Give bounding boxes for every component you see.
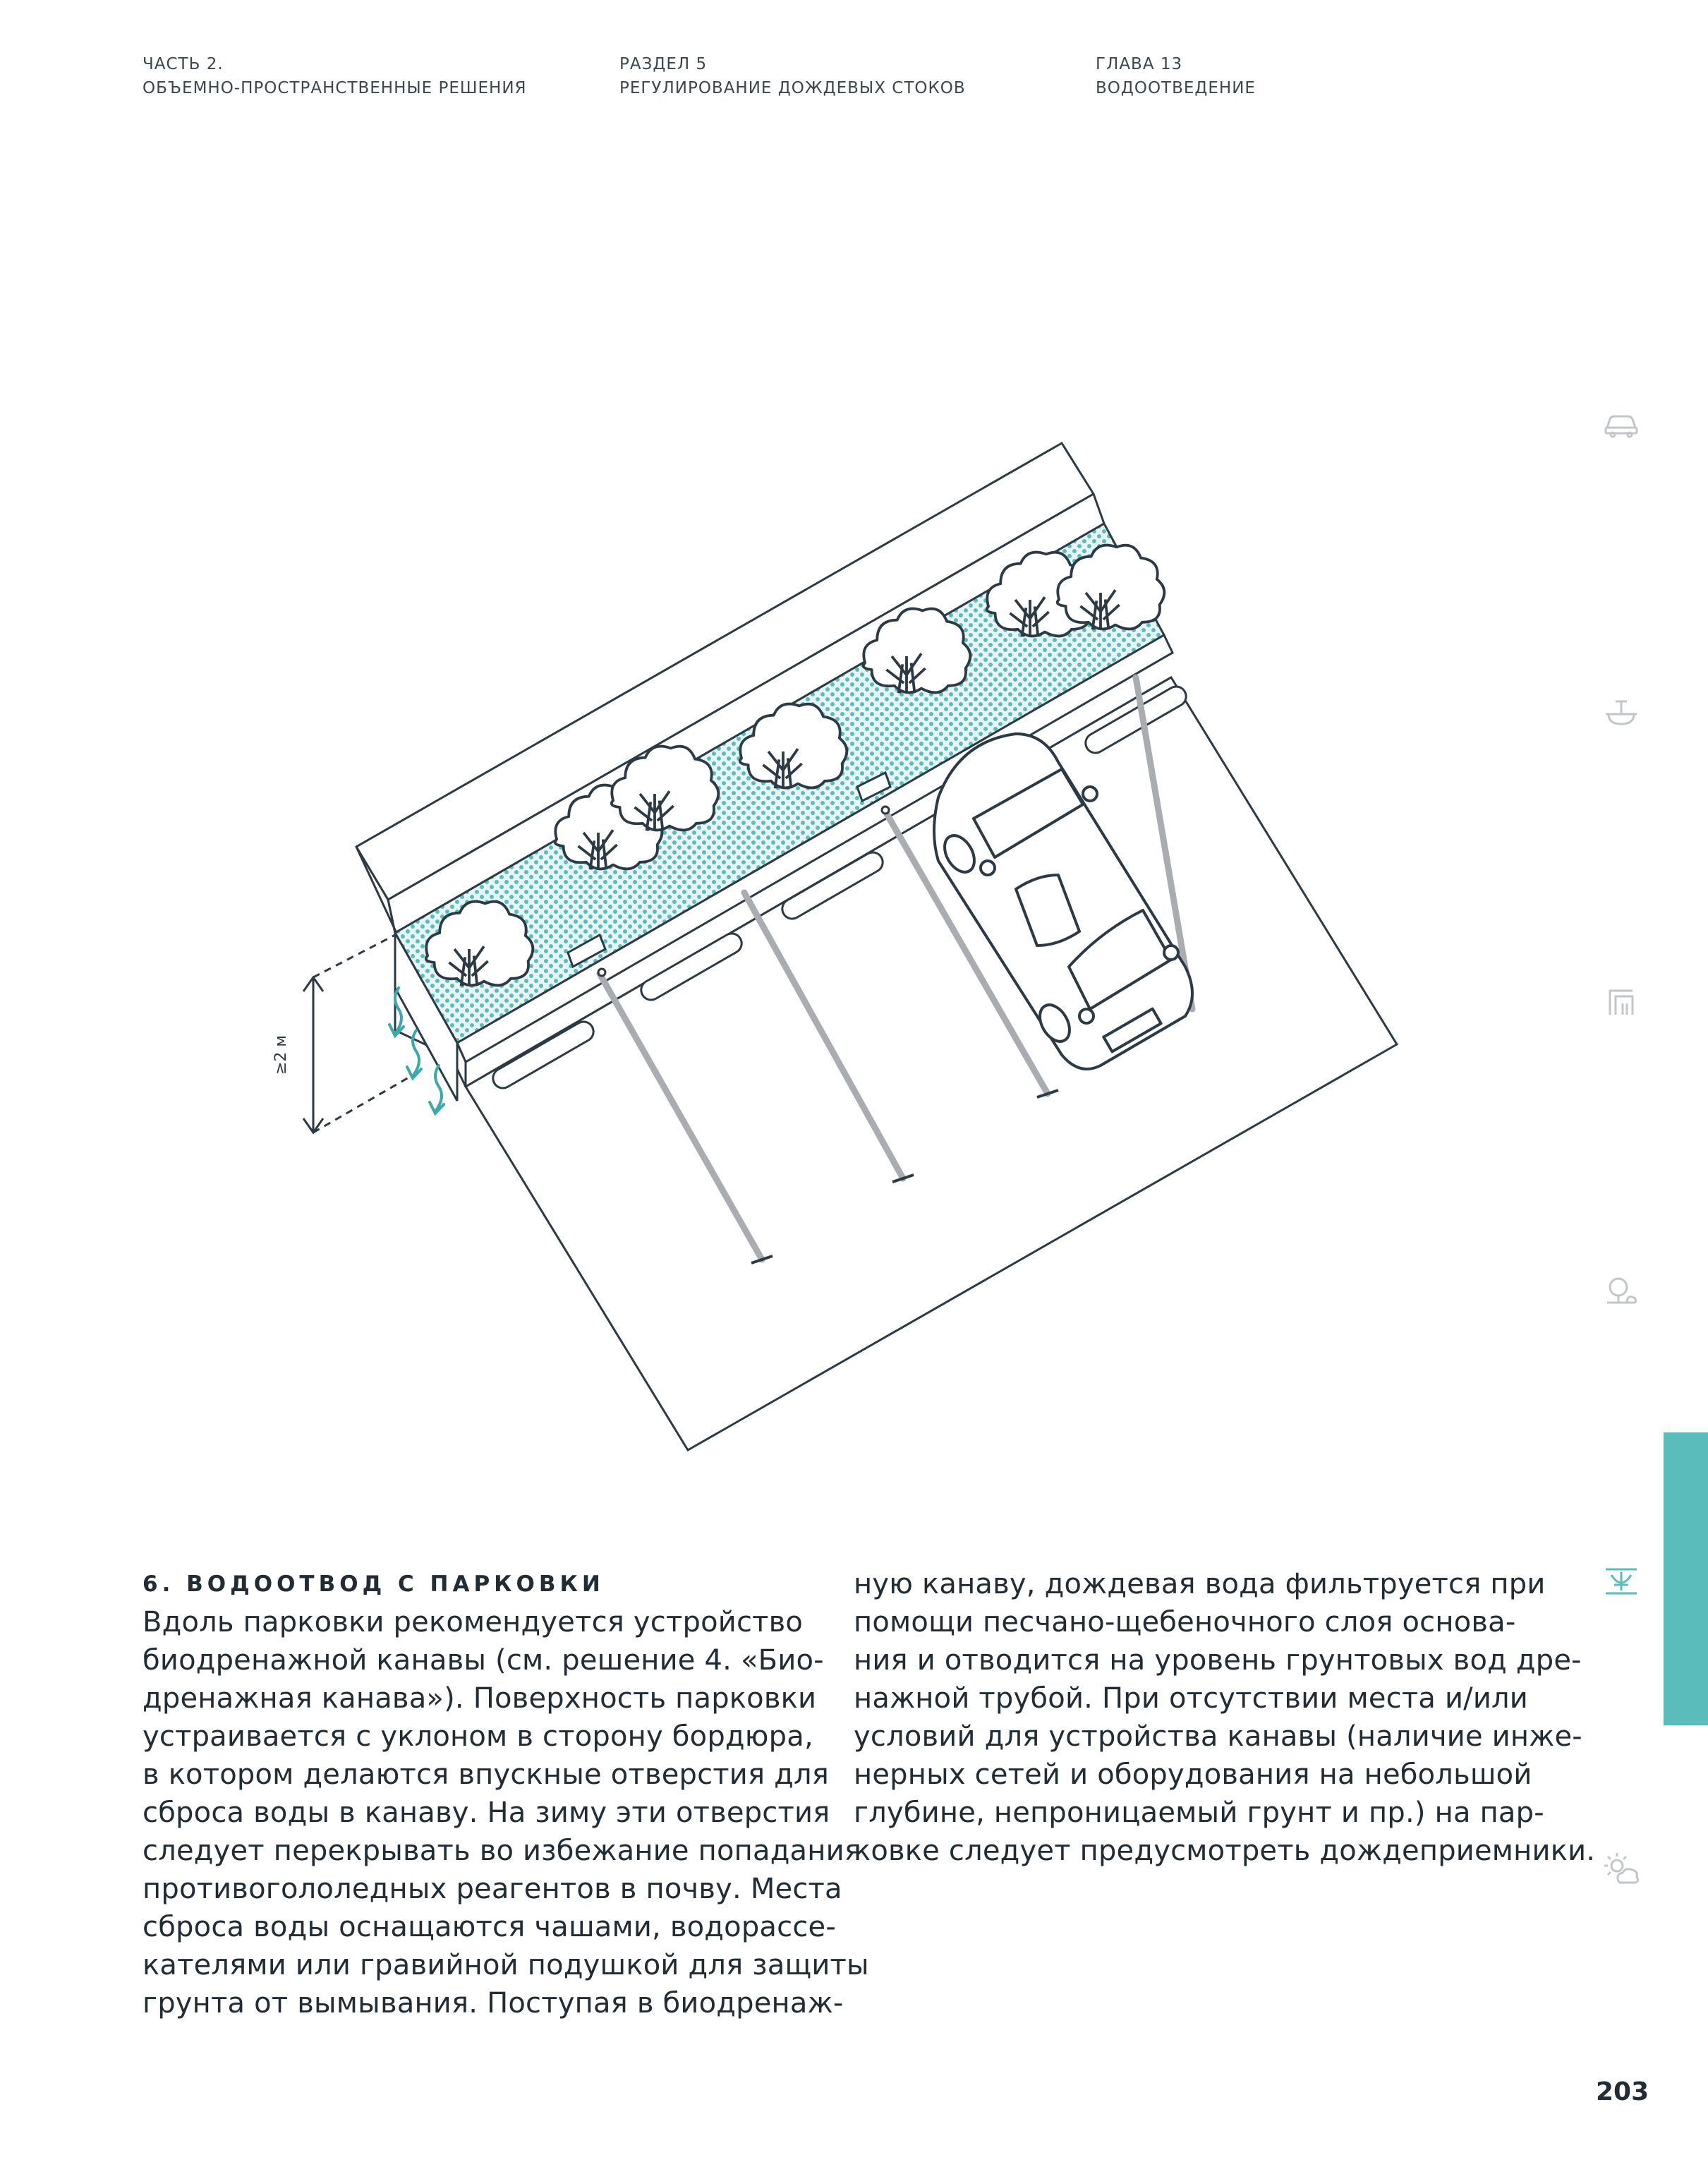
drainage-icon[interactable]: [1600, 1559, 1642, 1602]
header-part-label: ЧАСТЬ 2.: [143, 55, 224, 73]
article-left-column: [143, 1565, 869, 2022]
text-line: ния и отводится на уровень грунтовых вод дре-: [854, 1644, 1582, 1677]
header-section-title: РЕГУЛИРОВАНИЕ ДОЖДЕВЫХ СТОКОВ: [619, 79, 966, 97]
header-chapter-title: ВОДООТВЕДЕНИЕ: [1096, 79, 1256, 97]
car-icon[interactable]: [1600, 402, 1642, 445]
sun-cloud-icon[interactable]: [1600, 1849, 1642, 1891]
text-line: глубине, непроницаемый грунт и пр.) на пар-: [854, 1797, 1544, 1829]
text-line: биодренажной канавы (см. решение 4. «Био-: [143, 1644, 824, 1677]
header-section-label: РАЗДЕЛ 5: [619, 55, 708, 73]
active-chapter-tab[interactable]: [1664, 1432, 1708, 1725]
text-line: устраивается с уклоном в сторону бордюра,: [143, 1720, 813, 1753]
text-line: условий для устройства канавы (наличие инже-: [854, 1720, 1582, 1753]
text-line: кателями или гравийной подушкой для защиты: [143, 1949, 869, 1981]
tree-icon[interactable]: [1600, 1270, 1642, 1312]
header-part-title: ОБЪЕМНО-ПРОСТРАНСТВЕННЫЕ РЕШЕНИЯ: [143, 79, 527, 97]
article-right-column: [854, 1565, 1596, 1870]
text-line: противогололедных реагентов в почву. Места: [143, 1873, 842, 1905]
text-line: грунта от вымывания. Поступая в биодренаж-: [143, 1987, 844, 2020]
section-title: 6. ВОДООТВОД С ПАРКОВКИ: [143, 1571, 605, 1597]
text-line: сброса воды в канаву. На зиму эти отверстия: [143, 1797, 830, 1829]
text-line: дренажная канава»). Поверхность парковки: [143, 1682, 817, 1715]
text-line: сброса воды оснащаются чашами, водорассе-: [143, 1911, 836, 1943]
text-line: помощи песчано-щебеночного слоя основа-: [854, 1606, 1516, 1638]
text-line: нерных сетей и оборудования на небольшой: [854, 1758, 1532, 1791]
header-chapter-label: ГЛАВА 13: [1096, 55, 1183, 73]
page-number: 203: [1596, 2077, 1649, 2106]
text-line: ную канаву, дождевая вода фильтруется при: [854, 1568, 1546, 1600]
text-line: в котором делаются впускные отверстия для: [143, 1758, 830, 1791]
text-line: нажной трубой. При отсутствии места и/или: [854, 1682, 1528, 1715]
depth-dimension-label: ≥2 м: [272, 1034, 290, 1075]
text-line: ковке следует предусмотреть дождеприемники.: [854, 1835, 1596, 1867]
text-line: Вдоль парковки рекомендуется устройство: [143, 1606, 804, 1638]
text-line: следует перекрывать во избежание попадания: [143, 1835, 862, 1867]
sink-icon[interactable]: [1600, 692, 1642, 734]
building-icon[interactable]: [1600, 981, 1642, 1023]
